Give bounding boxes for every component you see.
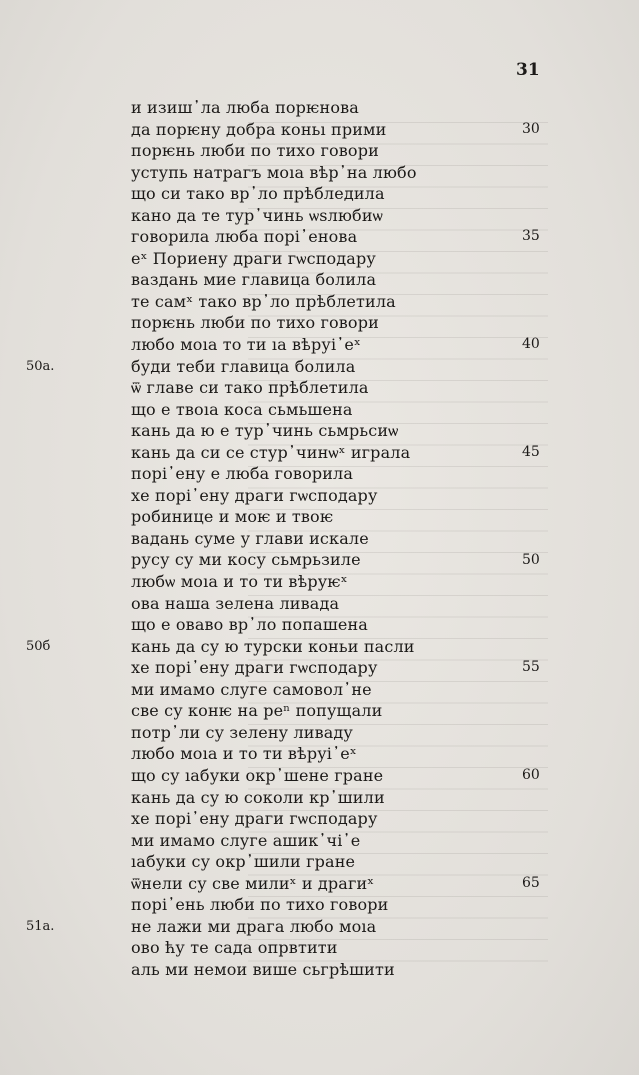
poem-line: кань да ю е тур᾿чинь сьмрьсиѡ	[131, 421, 399, 441]
poem-line: кано да те тур᾿чинь ѡѕлюбиѡ	[131, 205, 383, 225]
poem-line: те самˣ тако вр᾿ло прѣблетила	[131, 291, 396, 311]
poem-line: ѿнели су све милиˣ и драгиˣ	[131, 873, 375, 893]
verse-number: 30	[522, 120, 540, 137]
poem-line: ова наша зелена ливада	[131, 593, 340, 613]
poem-line: кань да си се стур᾿чинѡˣ играла	[131, 442, 411, 462]
poem-line: ѿ главе си тако прѣблетила	[131, 378, 369, 398]
verse-number: 40	[522, 336, 540, 353]
verse-number: 60	[522, 767, 540, 784]
poem-line: и изиш᾿ла люба порѥнова	[131, 98, 359, 117]
poem-line: що си тако вр᾿ло прѣбледила	[131, 184, 385, 204]
verse-number: 35	[522, 228, 540, 245]
poem-line: не лажи ми драга любо моıа	[131, 916, 377, 936]
poem-line: буди теби главица болила	[131, 356, 356, 376]
manuscript-folio-note: 51a.	[26, 918, 55, 934]
poem-line: русу су ми косу сьмрьзиле	[131, 550, 361, 570]
page-number: 31	[516, 60, 540, 80]
poem-line: що су ıабуки окр᾿шене гране	[131, 765, 384, 785]
verse-number: 55	[522, 659, 540, 676]
poem-line: що е твоıа коса сьмьшена	[131, 399, 353, 419]
poem-line: хе порі᾿ену драги гѡсподару	[131, 658, 378, 678]
poem-line: любѡ моıа и то ти вѣруѥˣ	[131, 572, 348, 592]
poem-line: уступь натрагъ моıа вѣр᾿на любо	[131, 162, 417, 182]
poem-line: порѥнь люби по тихо говори	[131, 313, 379, 333]
poem-line: порѥнь люби по тихо говори	[131, 141, 379, 161]
poem-text	[131, 97, 491, 980]
manuscript-folio-note: 50a.	[26, 358, 55, 374]
poem-line: кань да су ю соколи кр᾿шили	[131, 787, 385, 807]
verse-number: 45	[522, 443, 540, 460]
poem-line: еˣ Пориену драги гѡсподару	[131, 248, 376, 268]
verse-number: 50	[522, 551, 540, 568]
poem-line: любо моıа и то ти вѣруі᾿еˣ	[131, 744, 357, 764]
poem-line: аль ми немои више сьгрѣшити	[131, 959, 395, 979]
poem-line: робинице и моѥ и твоѥ	[131, 507, 334, 527]
poem-line: порі᾿ень люби по тихо говори	[131, 895, 389, 915]
verse-number: 65	[522, 874, 540, 891]
poem-line: ıабуки су окр᾿шили гране	[131, 852, 356, 872]
poem-line: кань да су ю турски коньи пасли	[131, 636, 415, 656]
poem-line: све су конѥ на реⁿ попущали	[131, 701, 383, 721]
poem-line: говорила люба порі᾿енова	[131, 227, 358, 247]
manuscript-folio-note: 50б	[26, 638, 51, 654]
poem-line: порі᾿ену е люба говорила	[131, 464, 354, 484]
poem-line: ово ћу те сада опрвтити	[131, 938, 338, 958]
poem-line: ми имамо слуге самовол᾿не	[131, 679, 372, 699]
poem-line: потр᾿ли су зелену ливаду	[131, 722, 353, 742]
poem-line: хе порі᾿ену драги гѡсподару	[131, 485, 378, 505]
poem-line: да порѥну добра коньı прими	[131, 119, 387, 139]
poem-line: хе порі᾿ену драги гѡсподару	[131, 809, 378, 829]
poem-line: любо моıа то ти ıа вѣруі᾿еˣ	[131, 335, 361, 355]
poem-line: що е оваво вр᾿ло попашена	[131, 615, 368, 635]
poem-line: ми имамо слуге ашик᾿чі᾿е	[131, 830, 361, 850]
poem-line: ваздань мие главица болила	[131, 270, 377, 290]
poem-line: вадань суме у глави искале	[131, 528, 369, 548]
